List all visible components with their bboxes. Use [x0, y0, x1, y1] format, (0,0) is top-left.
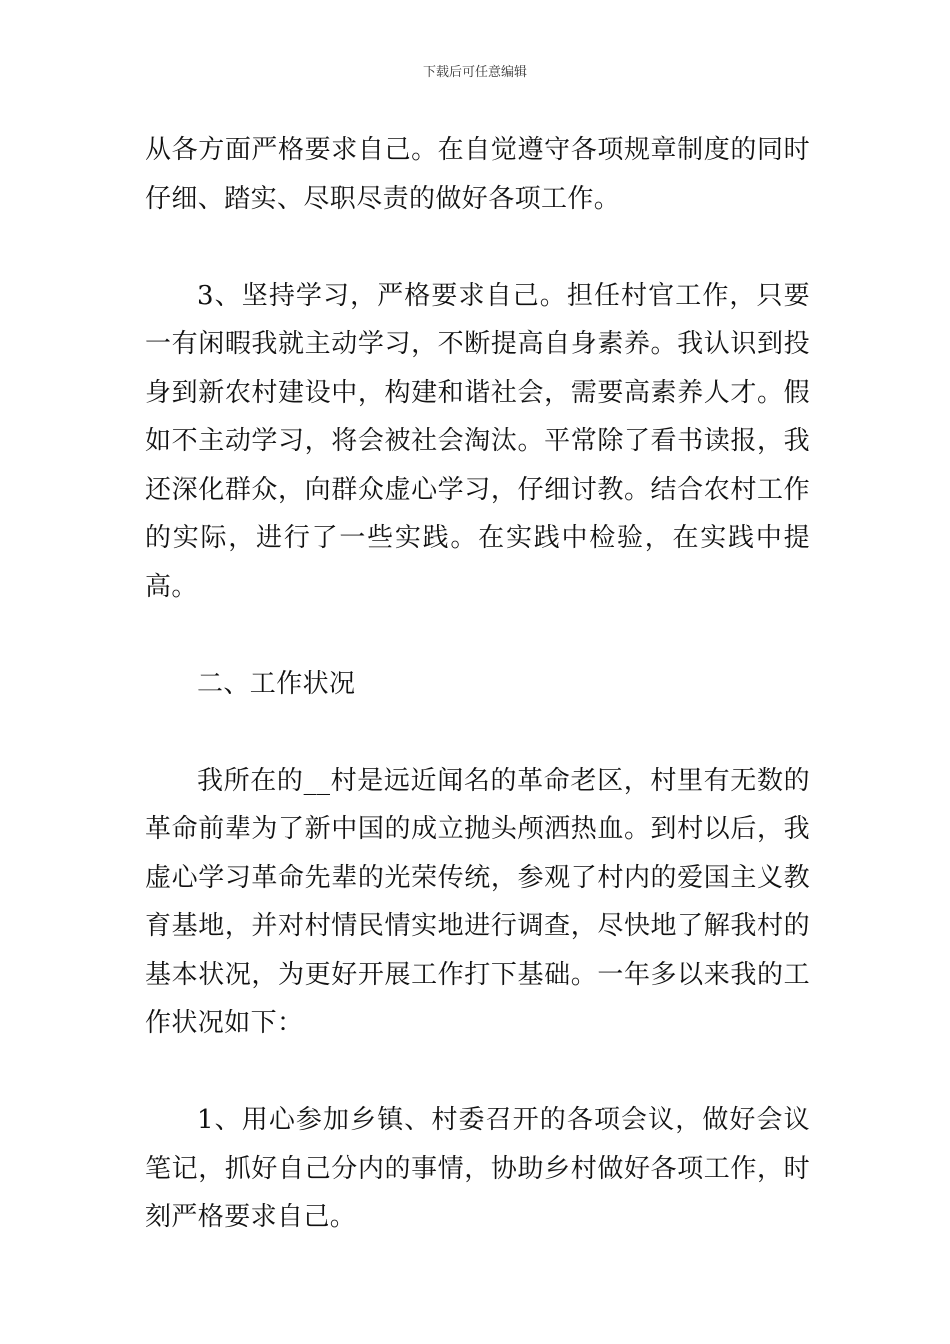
paragraph-meetings: 1、用心参加乡镇、村委召开的各项会议，做好会议笔记，抓好自己分内的事情，协助乡村做好各项工作，时刻严格要求自己。 [145, 1105, 810, 1232]
paragraph-study: 3、坚持学习，严格要求自己。担任村官工作，只要一有闲暇我就主动学习，不断提高自身素养。我认识到投身到新农村建设中，构建和谐社会，需要高素养人才。假如不主动学习，将会被社会淘汰。平常除了看书读报，我还深化群众，向群众虚心学习，仔细讨教。结合农村工作的实际，进行了一些实践。在实践中检验，在实践中提高。 [145, 280, 810, 602]
page-header-note: 下载后可任意编辑 [422, 65, 527, 80]
section-heading-work-status: 二、工作状况 [197, 668, 356, 699]
paragraph-village-intro: 我所在的__村是远近闻名的革命老区，村里有无数的革命前辈为了新中国的成立抛头颅洒热血。到村以后，我虚心学习革命先辈的光荣传统，参观了村内的爱国主义教育基地，并对村情民情实地进行调查，尽快地了解我村的基本状况，为更好开展工作打下基础。一年多以来我的工作状况如下： [145, 765, 810, 1038]
paragraph-continued: 从各方面严格要求自己。在自觉遵守各项规章制度的同时仔细、踏实、尽职尽责的做好各项工作。 [145, 135, 810, 214]
document-body [145, 126, 810, 1290]
